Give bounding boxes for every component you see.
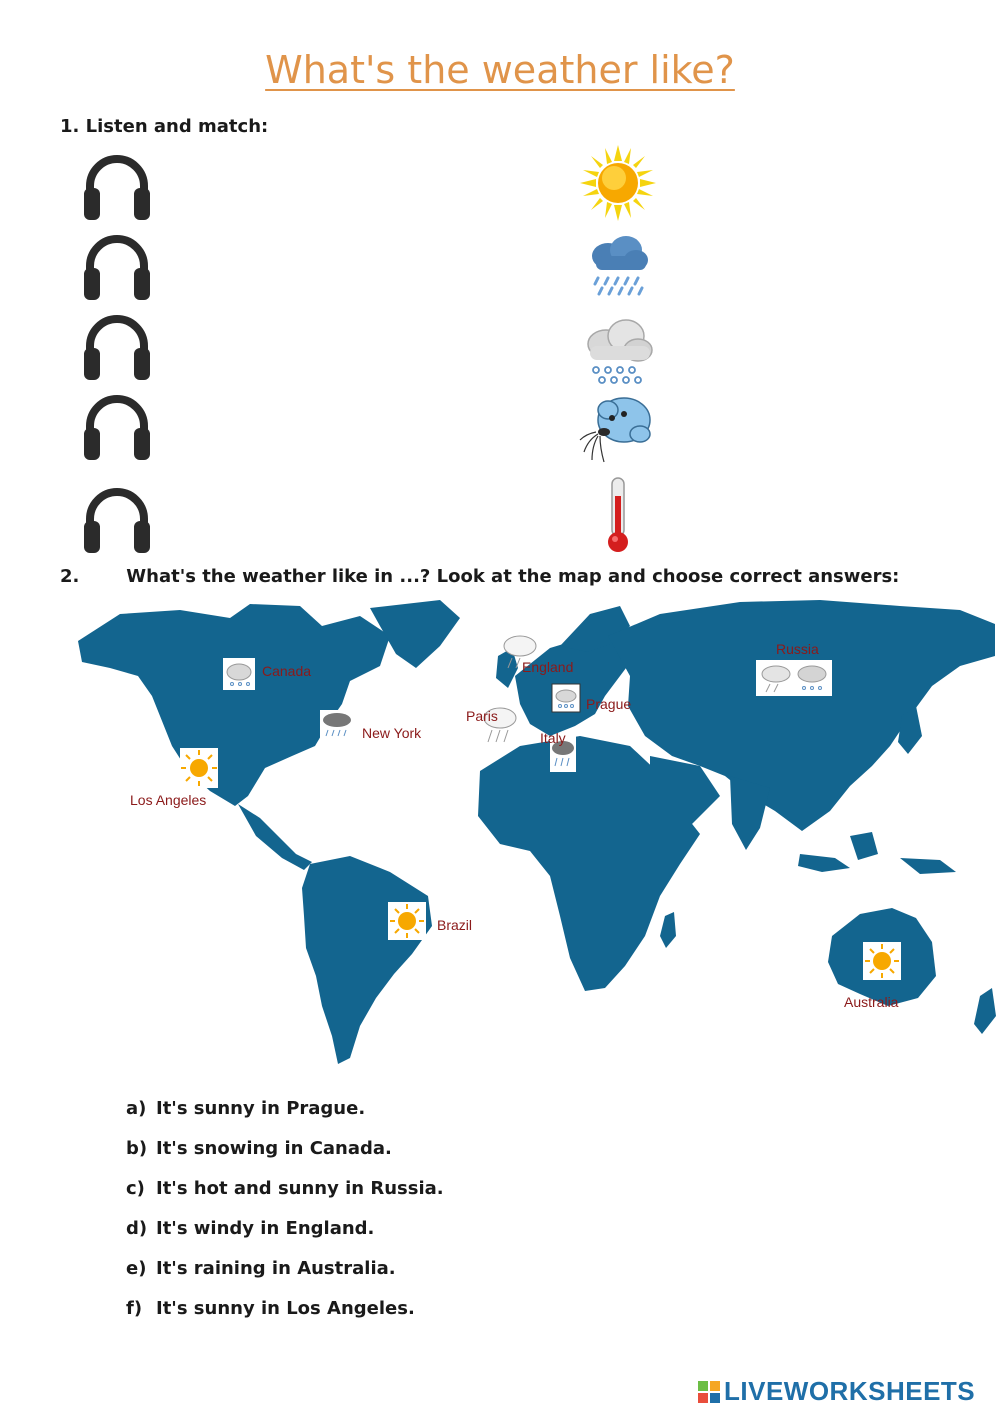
australia-sun-icon bbox=[863, 942, 901, 980]
prague-snow-icon bbox=[552, 684, 580, 712]
world-map bbox=[60, 596, 1000, 1076]
answer-option-f[interactable] bbox=[126, 1298, 444, 1338]
thermometer-icon[interactable] bbox=[578, 474, 658, 554]
madagascar-landmass bbox=[660, 912, 676, 948]
brazil-sun-icon bbox=[388, 902, 426, 940]
snow-cloud-icon[interactable] bbox=[578, 312, 658, 392]
liveworksheets-logo bbox=[698, 1376, 975, 1407]
section1-number: 1. bbox=[60, 116, 80, 137]
section2-instruction: What's the weather like in ...? Look at the map and choose correct answers: bbox=[126, 566, 900, 587]
map-label-australia: Australia bbox=[844, 994, 899, 1010]
section2-number: 2. bbox=[60, 566, 80, 587]
liveworksheets-mark-icon bbox=[698, 1381, 720, 1403]
new-zealand-landmass bbox=[974, 988, 996, 1034]
answer-letter: d) bbox=[126, 1218, 148, 1239]
section1-heading bbox=[60, 116, 268, 137]
map-label-prague: Prague bbox=[586, 696, 632, 712]
south-america-landmass bbox=[302, 856, 432, 1064]
answer-option-e[interactable] bbox=[126, 1258, 444, 1298]
new-york-rain-icon bbox=[320, 710, 354, 748]
headphones-icon[interactable] bbox=[82, 390, 152, 462]
russia-weather-icons bbox=[756, 660, 832, 696]
answer-text: It's sunny in Los Angeles. bbox=[156, 1298, 415, 1319]
india-landmass bbox=[730, 776, 770, 850]
map-label-russia: Russia bbox=[776, 641, 819, 657]
answer-text: It's snowing in Canada. bbox=[156, 1138, 392, 1159]
answer-option-c[interactable] bbox=[126, 1178, 444, 1218]
answer-option-b[interactable] bbox=[126, 1138, 444, 1178]
north-america-landmass bbox=[78, 604, 390, 806]
map-label-canada: Canada bbox=[262, 663, 312, 679]
answer-letter: e) bbox=[126, 1258, 147, 1279]
headphones-icon[interactable] bbox=[82, 150, 152, 222]
map-label-paris: Paris bbox=[466, 708, 498, 724]
worksheet-title: What's the weather like? bbox=[265, 48, 735, 92]
answer-text: It's raining in Australia. bbox=[156, 1258, 396, 1279]
headphones-icon[interactable] bbox=[82, 310, 152, 382]
answer-text: It's windy in England. bbox=[156, 1218, 375, 1239]
wind-cloud-icon[interactable] bbox=[578, 390, 658, 470]
map-label-italy: Italy bbox=[540, 730, 566, 746]
answer-letter: f) bbox=[126, 1298, 143, 1319]
answer-letter: a) bbox=[126, 1098, 147, 1119]
indonesia-landmass bbox=[798, 854, 850, 872]
section1-instruction: Listen and match: bbox=[85, 116, 269, 137]
answer-text: It's hot and sunny in Russia. bbox=[156, 1178, 444, 1199]
answer-letter: c) bbox=[126, 1178, 145, 1199]
central-america-landmass bbox=[238, 804, 312, 870]
map-label-new-york: New York bbox=[362, 725, 422, 741]
map-label-england: England bbox=[522, 659, 574, 675]
answer-list bbox=[126, 1098, 444, 1338]
map-label-los-angeles: Los Angeles bbox=[130, 792, 207, 808]
answer-text: It's sunny in Prague. bbox=[156, 1098, 366, 1119]
brand-name: LIVEWORKSHEETS bbox=[724, 1376, 976, 1406]
canada-snow-icon bbox=[223, 658, 255, 690]
new-guinea-landmass bbox=[900, 858, 956, 874]
headphones-icon[interactable] bbox=[82, 230, 152, 302]
borneo-landmass bbox=[850, 832, 878, 860]
section2-heading bbox=[60, 566, 899, 587]
answer-letter: b) bbox=[126, 1138, 148, 1159]
answer-option-a[interactable] bbox=[126, 1098, 444, 1138]
map-label-brazil: Brazil bbox=[437, 917, 473, 933]
sun-icon[interactable] bbox=[578, 143, 658, 223]
los-angeles-sun-icon bbox=[180, 748, 218, 788]
rain-cloud-icon[interactable] bbox=[578, 228, 658, 308]
answer-option-d[interactable] bbox=[126, 1218, 444, 1258]
headphones-icon[interactable] bbox=[82, 483, 152, 555]
